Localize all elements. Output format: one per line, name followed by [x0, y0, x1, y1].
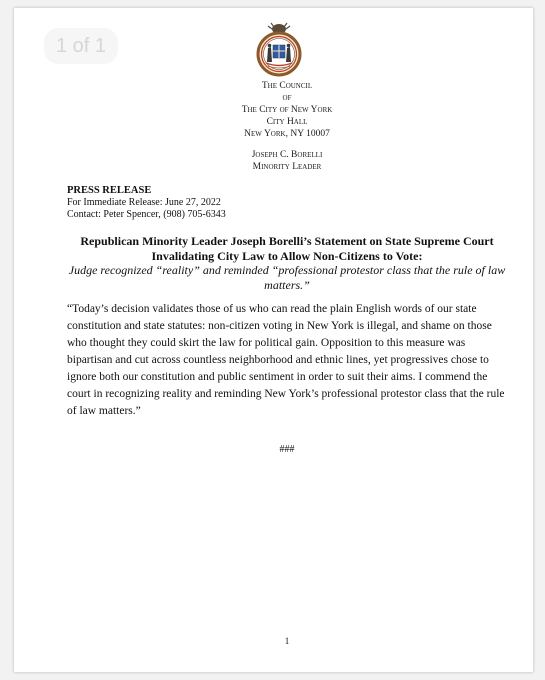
nyc-council-seal-icon [254, 22, 304, 78]
end-mark: ### [279, 444, 295, 455]
press-release-info [67, 185, 497, 220]
statement-quote: “Today’s decision validates those of us who can read the plain English words of our state constitution and state statutes: non-citizen voting in New York is illegal, and shame on those who thought they could skirt the law for political gain. Opposition to this measure was bipartisan and cut across countless neighborhood and ethnic lines, yet progressives chose to ignore both our constitution and public sentiment in order to suit their aims. I commend the court in recognizing reality and reminding New York’s professional protestor class that the rule of law matters.” [67, 303, 505, 417]
page-number: 1 [284, 636, 290, 646]
letterhead-line: of [282, 93, 292, 103]
letterhead-line: The Council [261, 81, 313, 91]
headline-title: Republican Minority Leader Joseph Borelli’s Statement on State Supreme Court Invalidating City Law to Allow Non-Citizens to Vote: [80, 234, 494, 263]
page-counter-badge: 1 of 1 [44, 28, 118, 64]
letterhead-title: Minority Leader [252, 162, 322, 172]
contact-line: Contact: Peter Spencer, (908) 705-6343 [67, 208, 226, 220]
release-date-line: For Immediate Release: June 27, 2022 [67, 197, 221, 208]
press-release-label: PRESS RELEASE [67, 185, 152, 196]
headline [67, 234, 507, 292]
letterhead-line: City Hall [266, 117, 308, 127]
letterhead-name: Joseph C. Borelli [251, 150, 323, 160]
letterhead-line: The City of New York [241, 105, 333, 115]
headline-subtitle: Judge recognized “reality” and reminded “professional protestor class that the rule of law matters.” [68, 263, 506, 292]
letterhead [172, 80, 402, 173]
document-page [14, 8, 533, 672]
letterhead-line: New York, NY 10007 [244, 129, 330, 139]
